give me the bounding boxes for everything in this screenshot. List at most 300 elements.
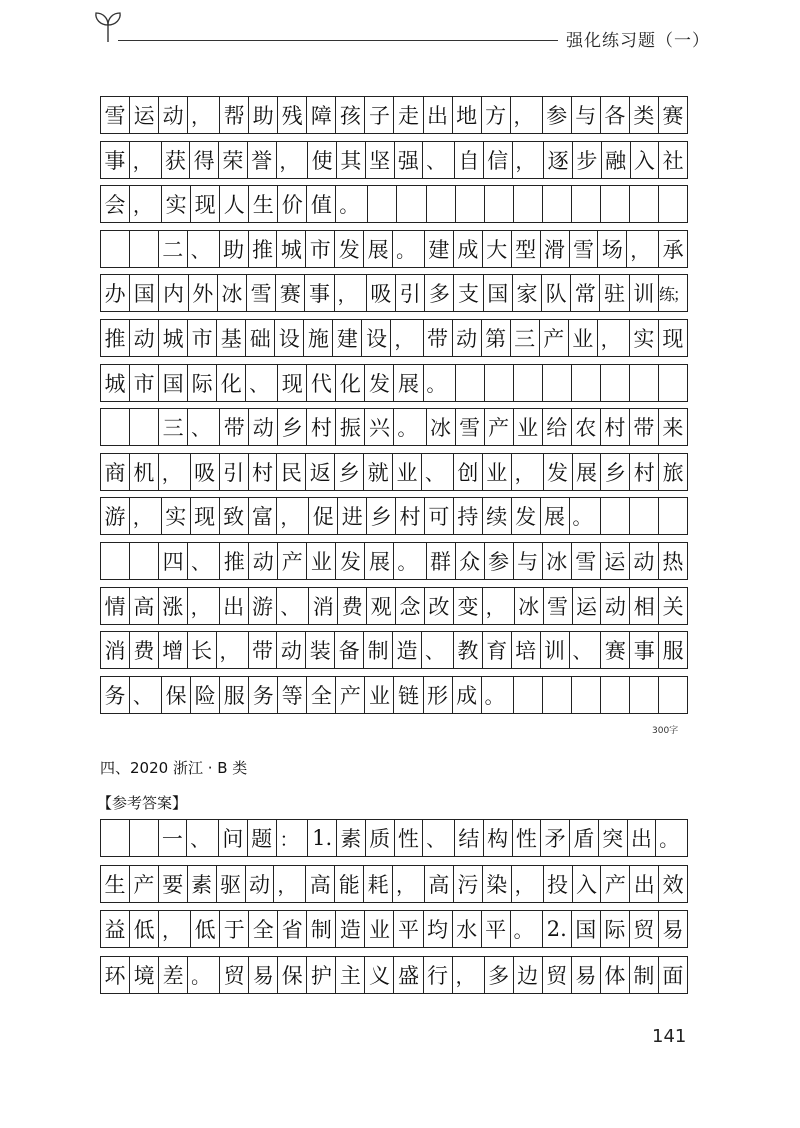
- grid-cell: 乡: [334, 454, 363, 490]
- grid-cell: 国: [158, 365, 187, 401]
- grid-cell: 出: [423, 97, 452, 133]
- grid-cell: 游: [100, 498, 129, 534]
- grid-cell: 市: [187, 320, 216, 356]
- grid-cell: 市: [305, 231, 334, 267]
- grid-cell: [455, 365, 484, 401]
- grid-cell: 成: [452, 677, 481, 713]
- grid-cell: 三: [158, 409, 187, 445]
- grid-cell: ，: [482, 588, 514, 624]
- grid-cell: ，: [390, 320, 422, 356]
- grid-cell: 础: [245, 320, 274, 356]
- grid-cell: 富: [248, 498, 277, 534]
- grid-cell: [629, 677, 658, 713]
- grid-cell: 境: [129, 957, 158, 993]
- grid-cell: 创: [453, 454, 482, 490]
- grid-cell: [100, 409, 129, 445]
- grid-cell: 业: [513, 409, 542, 445]
- grid-cell: 续: [482, 498, 511, 534]
- grid-cell: 形: [423, 677, 452, 713]
- grid-row: [100, 497, 688, 535]
- grid-cell: 进: [337, 498, 366, 534]
- grid-cell: 成: [453, 231, 482, 267]
- grid-row: [100, 676, 688, 714]
- grid-cell: 发: [364, 365, 393, 401]
- grid-cell: 产: [600, 866, 629, 902]
- grid-cell: 给: [542, 409, 571, 445]
- grid-cell: 基: [216, 320, 245, 356]
- grid-cell: 带: [423, 320, 452, 356]
- grid-cell: 观: [366, 588, 395, 624]
- grid-cell: 动: [276, 632, 305, 668]
- grid-cell: 平: [393, 911, 422, 947]
- grid-cell: 费: [337, 588, 366, 624]
- grid-cell: ，: [334, 275, 366, 311]
- grid-cell: 可: [424, 498, 453, 534]
- grid-cell: ，: [392, 866, 424, 902]
- grid-cell: 方: [481, 97, 510, 133]
- grid-cell: 多: [424, 275, 453, 311]
- grid-cell: 走: [393, 97, 422, 133]
- grid-cell: ，: [276, 142, 308, 178]
- grid-cell: 情: [100, 588, 129, 624]
- word-count-label: 300字: [652, 726, 679, 736]
- grid-cell: 造: [392, 632, 421, 668]
- grid-cell: 乡: [366, 498, 395, 534]
- grid-cell: 事: [629, 632, 658, 668]
- grid-cell: [129, 820, 158, 856]
- page-number: 141: [652, 1026, 687, 1047]
- grid-cell: 练；: [658, 275, 688, 311]
- grid-cell: 题: [247, 820, 276, 856]
- grid-cell: 会: [100, 186, 129, 222]
- grid-cell: 实: [629, 320, 658, 356]
- grid-cell: 备: [334, 632, 363, 668]
- grid-cell: 村: [306, 409, 335, 445]
- grid-cell: 、: [422, 820, 454, 856]
- grid-cell: 参: [484, 543, 513, 579]
- grid-cell: 低: [129, 911, 158, 947]
- grid-cell: 质: [365, 820, 394, 856]
- grid-cell: 办: [100, 275, 129, 311]
- grid-cell: 训: [629, 275, 658, 311]
- grid-cell: 护: [306, 957, 335, 993]
- grid-cell: 制: [363, 632, 392, 668]
- grid-cell: ，: [129, 186, 161, 222]
- grid-cell: 障: [306, 97, 335, 133]
- grid-cell: 。: [423, 365, 455, 401]
- grid-cell: 国: [571, 911, 600, 947]
- grid-cell: 现: [277, 365, 306, 401]
- grid-cell: 促: [308, 498, 337, 534]
- grid-cell: 改: [424, 588, 453, 624]
- grid-cell: 振: [335, 409, 364, 445]
- grid-cell: 训: [540, 632, 569, 668]
- grid-cell: 市: [129, 365, 158, 401]
- grid-cell: 制: [306, 911, 335, 947]
- grid-cell: 入: [630, 142, 659, 178]
- grid-cell: [426, 186, 455, 222]
- grid-cell: 消: [308, 588, 337, 624]
- grid-cell: 动: [129, 320, 158, 356]
- grid-cell: ，: [452, 957, 484, 993]
- grid-cell: 1.: [307, 820, 336, 856]
- grid-cell: 保: [277, 957, 306, 993]
- grid-cell: 于: [219, 911, 248, 947]
- grid-row: [100, 631, 688, 669]
- grid-cell: [658, 365, 688, 401]
- grid-cell: 环: [100, 957, 129, 993]
- grid-cell: 助: [248, 97, 277, 133]
- grid-cell: 。: [510, 911, 542, 947]
- grid-cell: ：: [276, 820, 308, 856]
- grid-cell: 动: [248, 543, 277, 579]
- grid-cell: 服: [658, 632, 688, 668]
- grid-cell: 生: [100, 866, 129, 902]
- grid-cell: 动: [245, 866, 274, 902]
- grid-cell: [629, 498, 658, 534]
- grid-cell: ，: [512, 142, 544, 178]
- grid-cell: [367, 186, 396, 222]
- grid-cell: 带: [629, 409, 658, 445]
- grid-cell: 吸: [190, 454, 219, 490]
- grid-cell: 务: [248, 677, 277, 713]
- grid-cell: 设: [274, 320, 303, 356]
- grid-cell: 行: [423, 957, 452, 993]
- grid-cell: [484, 365, 513, 401]
- grid-cell: 类: [629, 97, 658, 133]
- grid-cell: 污: [453, 866, 482, 902]
- grid-cell: 、: [187, 543, 219, 579]
- grid-cell: 高: [424, 866, 453, 902]
- grid-cell: 雪: [543, 588, 572, 624]
- grid-cell: 育: [482, 632, 511, 668]
- grid-cell: 旅: [658, 454, 688, 490]
- grid-cell: 与: [513, 543, 542, 579]
- grid-cell: 雪: [571, 543, 600, 579]
- grid-cell: 教: [453, 632, 482, 668]
- grid-cell: 孩: [335, 97, 364, 133]
- grid-cell: [100, 231, 129, 267]
- grid-cell: 雪: [569, 231, 598, 267]
- grid-cell: 矛: [540, 820, 569, 856]
- grid-cell: 变: [453, 588, 482, 624]
- grid-cell: 、: [569, 632, 601, 668]
- grid-cell: 一: [158, 820, 187, 856]
- grid-cell: 体: [600, 957, 629, 993]
- grid-cell: ，: [187, 588, 219, 624]
- grid-cell: 信: [483, 142, 512, 178]
- grid-cell: [100, 543, 129, 579]
- grid-cell: 人: [219, 186, 248, 222]
- grid-cell: 产: [484, 409, 513, 445]
- grid-cell: 素: [336, 820, 365, 856]
- header-rule: [118, 40, 558, 41]
- grid-cell: 业: [364, 677, 393, 713]
- grid-cell: 动: [629, 543, 658, 579]
- grid-cell: 城: [100, 365, 129, 401]
- grid-cell: 现: [190, 498, 219, 534]
- grid-cell: 义: [364, 957, 393, 993]
- grid-cell: 易: [248, 957, 277, 993]
- grid-cell: 装: [305, 632, 334, 668]
- grid-row: [100, 185, 688, 223]
- grid-cell: 建: [424, 231, 453, 267]
- grid-cell: 相: [629, 588, 658, 624]
- grid-cell: [571, 365, 600, 401]
- grid-cell: 要: [158, 866, 187, 902]
- grid-cell: 外: [188, 275, 217, 311]
- grid-cell: 贸: [219, 957, 248, 993]
- grid-cell: 易: [658, 911, 688, 947]
- grid-cell: 村: [395, 498, 424, 534]
- grid-cell: [129, 543, 158, 579]
- grid-cell: 发: [511, 498, 540, 534]
- grid-cell: 场: [597, 231, 626, 267]
- grid-cell: 染: [482, 866, 511, 902]
- grid-cell: 问: [218, 820, 247, 856]
- grid-cell: 贸: [542, 957, 571, 993]
- grid-cell: 现: [190, 186, 219, 222]
- grid-cell: ，: [276, 498, 308, 534]
- grid-cell: 水: [452, 911, 481, 947]
- grid-cell: 城: [158, 320, 187, 356]
- grid-cell: 投: [543, 866, 572, 902]
- grid-cell: 第: [481, 320, 510, 356]
- grid-row: [100, 819, 688, 857]
- grid-cell: 支: [453, 275, 482, 311]
- grid-cell: 设: [361, 320, 390, 356]
- grid-cell: 发: [335, 543, 364, 579]
- answer-label: 【参考答案】: [97, 794, 188, 812]
- grid-cell: 雪: [100, 97, 129, 133]
- grid-cell: 运: [129, 97, 158, 133]
- grid-cell: 机: [129, 454, 158, 490]
- grid-cell: 动: [248, 409, 277, 445]
- grid-cell: [542, 365, 571, 401]
- grid-cell: 高: [129, 588, 158, 624]
- grid-cell: 主: [335, 957, 364, 993]
- grid-row: [100, 542, 688, 580]
- grid-cell: 。: [393, 543, 425, 579]
- grid-cell: ，: [187, 97, 219, 133]
- grid-cell: 城: [276, 231, 305, 267]
- grid-cell: 残: [277, 97, 306, 133]
- grid-cell: 值: [306, 186, 335, 222]
- grid-cell: 其: [336, 142, 365, 178]
- grid-cell: 热: [658, 543, 688, 579]
- grid-cell: 国: [483, 275, 512, 311]
- grid-cell: 、: [129, 677, 161, 713]
- grid-cell: 雪: [455, 409, 484, 445]
- grid-cell: 社: [658, 142, 688, 178]
- grid-row: [100, 274, 688, 312]
- grid-cell: 带: [219, 409, 248, 445]
- grid-cell: 均: [423, 911, 452, 947]
- grid-cell: 获: [161, 142, 190, 178]
- grid-cell: 队: [541, 275, 570, 311]
- grid-cell: 参: [542, 97, 571, 133]
- page-header: [0, 0, 800, 60]
- grid-cell: 全: [248, 911, 277, 947]
- grid-cell: 增: [158, 632, 187, 668]
- grid-row: [100, 587, 688, 625]
- grid-cell: 制: [629, 957, 658, 993]
- grid-cell: [542, 677, 571, 713]
- grid-row: [100, 865, 688, 903]
- grid-cell: 出: [629, 866, 658, 902]
- grid-cell: 性: [394, 820, 423, 856]
- grid-cell: 实: [161, 498, 190, 534]
- grid-cell: 业: [364, 911, 393, 947]
- grid-cell: 益: [100, 911, 129, 947]
- grid-cell: 发: [334, 231, 363, 267]
- grid-cell: 现: [658, 320, 688, 356]
- grid-row: [100, 319, 688, 357]
- grid-cell: 致: [219, 498, 248, 534]
- grid-cell: 展: [540, 498, 569, 534]
- grid-cell: 性: [512, 820, 541, 856]
- grid-cell: 、: [276, 588, 308, 624]
- grid-cell: 。: [392, 231, 424, 267]
- grid-cell: [629, 186, 658, 222]
- grid-cell: 。: [569, 498, 601, 534]
- grid-cell: 产: [129, 866, 158, 902]
- grid-cell: 际: [187, 365, 216, 401]
- grid-cell: 化: [216, 365, 245, 401]
- grid-cell: 村: [600, 409, 629, 445]
- grid-cell: 驱: [216, 866, 245, 902]
- grid-cell: 二: [158, 231, 187, 267]
- grid-cell: 步: [572, 142, 601, 178]
- grid-cell: 赛: [658, 97, 688, 133]
- grid-cell: 承: [658, 231, 688, 267]
- grid-cell: 盛: [393, 957, 422, 993]
- grid-cell: [658, 677, 688, 713]
- grid-cell: 产: [277, 543, 306, 579]
- grid-cell: [600, 498, 629, 534]
- grid-cell: 村: [629, 454, 658, 490]
- grid-cell: 滑: [540, 231, 569, 267]
- grid-cell: [542, 186, 571, 222]
- grid-cell: 誉: [247, 142, 276, 178]
- grid-cell: 国: [129, 275, 158, 311]
- grid-cell: 使: [307, 142, 336, 178]
- grid-cell: 自: [454, 142, 483, 178]
- grid-cell: 造: [335, 911, 364, 947]
- grid-cell: 素: [187, 866, 216, 902]
- grid-cell: 引: [395, 275, 424, 311]
- grid-cell: 费: [129, 632, 158, 668]
- grid-cell: 。: [655, 820, 688, 856]
- grid-cell: 推: [100, 320, 129, 356]
- grid-cell: 帮: [219, 97, 248, 133]
- grid-cell: ，: [510, 97, 542, 133]
- grid-cell: [513, 677, 542, 713]
- grid-cell: 高: [305, 866, 334, 902]
- grid-row: [100, 910, 688, 948]
- grid-cell: 等: [277, 677, 306, 713]
- grid-cell: 际: [600, 911, 629, 947]
- grid-cell: 入: [572, 866, 601, 902]
- grid-cell: 边: [513, 957, 542, 993]
- grid-cell: 助: [219, 231, 248, 267]
- grid-cell: 吸: [366, 275, 395, 311]
- grid-row: [100, 96, 688, 134]
- grid-cell: [600, 186, 629, 222]
- grid-cell: 差: [158, 957, 187, 993]
- grid-cell: 强: [394, 142, 423, 178]
- grid-cell: 产: [539, 320, 568, 356]
- grid-cell: 低: [190, 911, 219, 947]
- grid-cell: 就: [363, 454, 392, 490]
- grid-row: [100, 230, 688, 268]
- grid-cell: [600, 677, 629, 713]
- grid-cell: 保: [161, 677, 190, 713]
- grid-cell: 运: [572, 588, 601, 624]
- grid-cell: 农: [571, 409, 600, 445]
- grid-cell: 服: [219, 677, 248, 713]
- grid-cell: 业: [482, 454, 511, 490]
- grid-cell: [600, 365, 629, 401]
- grid-cell: 赛: [600, 632, 629, 668]
- grid-cell: 、: [422, 142, 454, 178]
- grid-cell: 民: [276, 454, 305, 490]
- grid-cell: ，: [597, 320, 629, 356]
- grid-row: [100, 141, 688, 179]
- grid-cell: 群: [426, 543, 455, 579]
- grid-cell: 、: [187, 409, 219, 445]
- grid-cell: ，: [158, 454, 190, 490]
- grid-cell: 游: [248, 588, 277, 624]
- grid-cell: 引: [219, 454, 248, 490]
- grid-cell: [513, 186, 542, 222]
- grid-cell: 。: [481, 677, 513, 713]
- grid-cell: 贸: [629, 911, 658, 947]
- grid-cell: ，: [129, 142, 161, 178]
- grid-row: [100, 453, 688, 491]
- grid-cell: 业: [568, 320, 597, 356]
- grid-cell: 平: [481, 911, 510, 947]
- grid-cell: [571, 186, 600, 222]
- grid-cell: 培: [511, 632, 540, 668]
- grid-cell: 冰: [542, 543, 571, 579]
- grid-cell: 多: [484, 957, 513, 993]
- grid-cell: ，: [511, 454, 543, 490]
- grid-cell: 动: [158, 97, 187, 133]
- grid-cell: 面: [658, 957, 688, 993]
- grid-cell: 化: [335, 365, 364, 401]
- grid-cell: 动: [600, 588, 629, 624]
- grid-cell: [571, 677, 600, 713]
- grid-cell: 、: [187, 231, 219, 267]
- grid-cell: [455, 186, 484, 222]
- grid-cell: 动: [452, 320, 481, 356]
- grid-cell: 冰: [514, 588, 543, 624]
- grid-cell: 雪: [246, 275, 275, 311]
- grid-cell: 赛: [275, 275, 304, 311]
- grid-cell: [658, 186, 688, 222]
- grid-cell: 发: [543, 454, 572, 490]
- grid-cell: 乡: [600, 454, 629, 490]
- grid-cell: [129, 231, 158, 267]
- grid-cell: 运: [600, 543, 629, 579]
- grid-cell: 地: [452, 97, 481, 133]
- grid-cell: 消: [100, 632, 129, 668]
- grid-cell: 三: [510, 320, 539, 356]
- grid-cell: 关: [658, 588, 688, 624]
- grid-cell: 常: [570, 275, 599, 311]
- grid-cell: 坚: [365, 142, 394, 178]
